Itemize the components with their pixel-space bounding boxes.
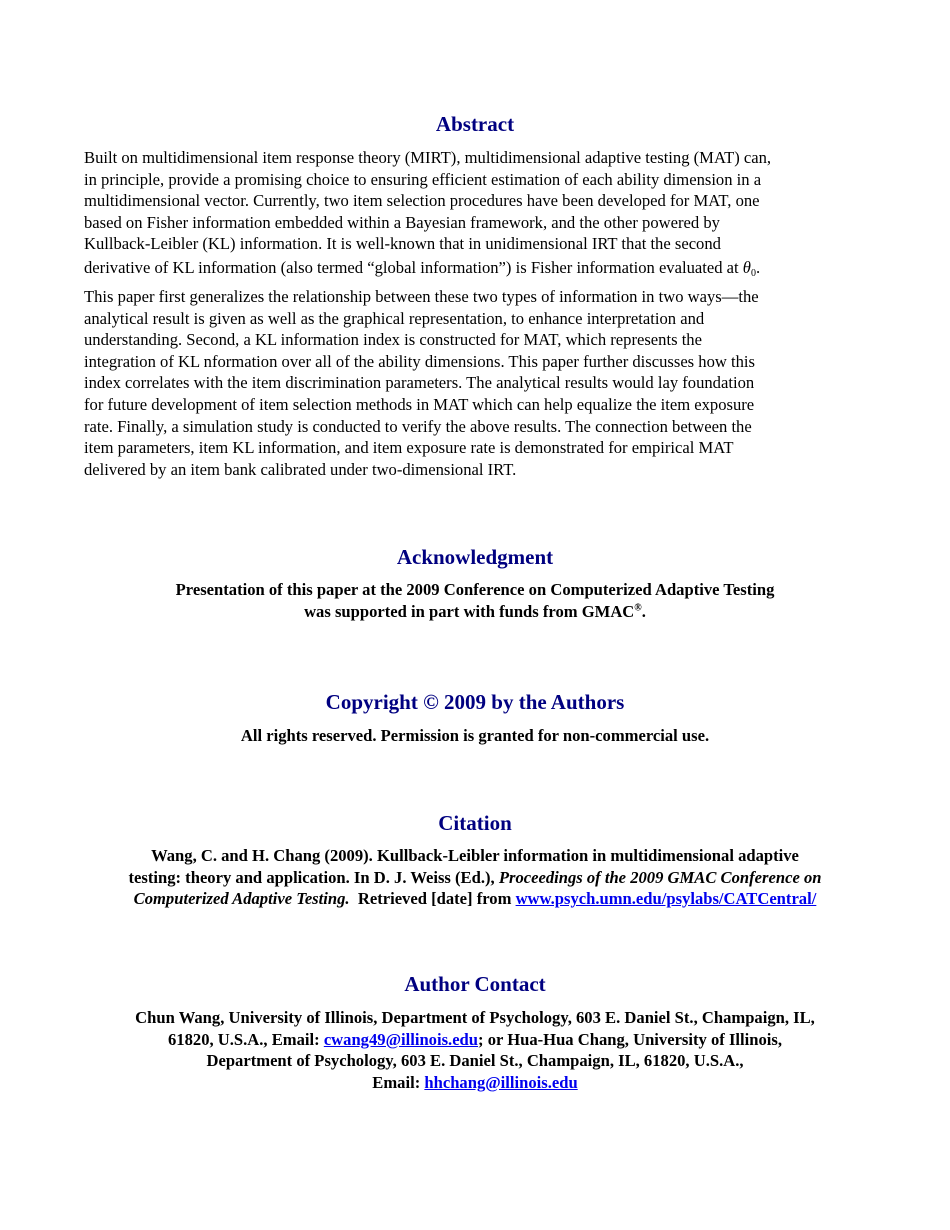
citation-line: Wang, C. and H. Chang (2009). Kullback-Leibler information in multidimensional adaptive xyxy=(151,846,799,865)
citation-proceedings: Proceedings of the 2009 GMAC Conference on xyxy=(498,867,822,887)
abstract-line: delivered by an item bank calibrated under two-dimensional IRT. xyxy=(84,459,517,479)
contact-line: Chun Wang, University of Illinois, Department of Psychology, 603 E. Daniel St., Champaign, IL, xyxy=(135,1008,815,1027)
contact-line: Department of Psychology, 603 E. Daniel St., Champaign, IL, 61820, U.S.A., xyxy=(206,1051,744,1071)
contact-text: ; or Hua-Hua Chang, University of Illinois, xyxy=(478,1029,782,1049)
contact-line xyxy=(70,1072,880,1094)
contact-text: 61820, U.S.A., Email: xyxy=(168,1029,324,1049)
abstract-line-end: . xyxy=(755,257,761,277)
citation-line xyxy=(70,888,880,910)
citation-heading: Citation xyxy=(438,811,512,835)
abstract-heading: Abstract xyxy=(435,112,515,136)
citation-text: testing: theory and application. In D. J. Weiss (Ed.), xyxy=(128,867,499,887)
abstract-line-text: derivative of KL information (also termed “global information”) is Fisher information evaluated at xyxy=(84,257,743,277)
contact-text: Email: xyxy=(372,1072,425,1092)
registered-mark: ® xyxy=(634,602,642,614)
citation-line xyxy=(70,867,880,889)
abstract-line: integration of KL nformation over all of the ability dimensions. This paper further discusses how this xyxy=(84,351,755,371)
abstract-line: analytical result is given as well as the graphical representation, to enhance interpretation and xyxy=(84,308,705,328)
abstract-body xyxy=(84,147,874,480)
copyright-body xyxy=(70,725,880,747)
contact-line xyxy=(70,1029,880,1051)
email-link-hhchang[interactable]: hhchang@illinois.edu xyxy=(424,1072,578,1092)
catcentral-link[interactable]: www.psych.umn.edu/psylabs/CATCentral/ xyxy=(515,889,817,909)
abstract-line: understanding. Second, a KL information index is constructed for MAT, which represents the xyxy=(84,330,702,350)
abstract-line: Built on multidimensional item response theory (MIRT), multidimensional adaptive testing (MAT) can, xyxy=(84,148,772,167)
abstract-line: rate. Finally, a simulation study is conducted to verify the above results. The connection between the xyxy=(84,416,752,436)
abstract-line: Kullback-Leibler (KL) information. It is well-known that in unidimensional IRT that the second xyxy=(84,234,721,254)
acknowledgment-line: Presentation of this paper at the 2009 Conference on Computerized Adaptive Testing xyxy=(175,580,775,599)
abstract-line: index correlates with the item discrimination parameters. The analytical results would lay foundation xyxy=(84,373,755,393)
abstract-line: for future development of item selection methods in MAT which can help equalize the item exposure xyxy=(84,394,755,414)
copyright-heading: Copyright © 2009 by the Authors xyxy=(325,690,625,714)
abstract-line: This paper first generalizes the relationship between these two types of information in two ways—the xyxy=(84,286,759,306)
acknowledgment-end: . xyxy=(641,601,646,621)
abstract-line: multidimensional vector. Currently, two item selection procedures have been developed for MAT, one xyxy=(84,191,760,211)
acknowledgment-heading: Acknowledgment xyxy=(396,545,554,569)
acknowledgment-line-gmac xyxy=(70,601,880,623)
abstract-line-theta xyxy=(84,255,874,286)
theta-subscript: 0 xyxy=(750,267,756,279)
email-link-cwang[interactable]: cwang49@illinois.edu xyxy=(323,1029,479,1049)
abstract-line: item parameters, item KL information, and item exposure rate is demonstrated for empirical MAT xyxy=(84,438,734,458)
acknowledgment-body xyxy=(70,579,880,622)
acknowledgment-text: was supported in part with funds from GMAC xyxy=(304,601,635,621)
citation-proceedings-cont: Computerized Adaptive Testing. xyxy=(133,889,350,909)
abstract-line: based on Fisher information embedded within a Bayesian framework, and the other powered by xyxy=(84,212,720,232)
theta-symbol: θ xyxy=(742,257,751,277)
citation-retrieved: Retrieved [date] from xyxy=(349,889,516,909)
author-contact-heading: Author Contact xyxy=(404,972,546,996)
copyright-text: All rights reserved. Permission is granted for non-commercial use. xyxy=(240,726,710,745)
citation-body xyxy=(70,845,880,910)
author-contact-body xyxy=(70,1007,880,1093)
abstract-line: in principle, provide a promising choice to ensuring efficient estimation of each ability dimension in a xyxy=(84,169,762,189)
